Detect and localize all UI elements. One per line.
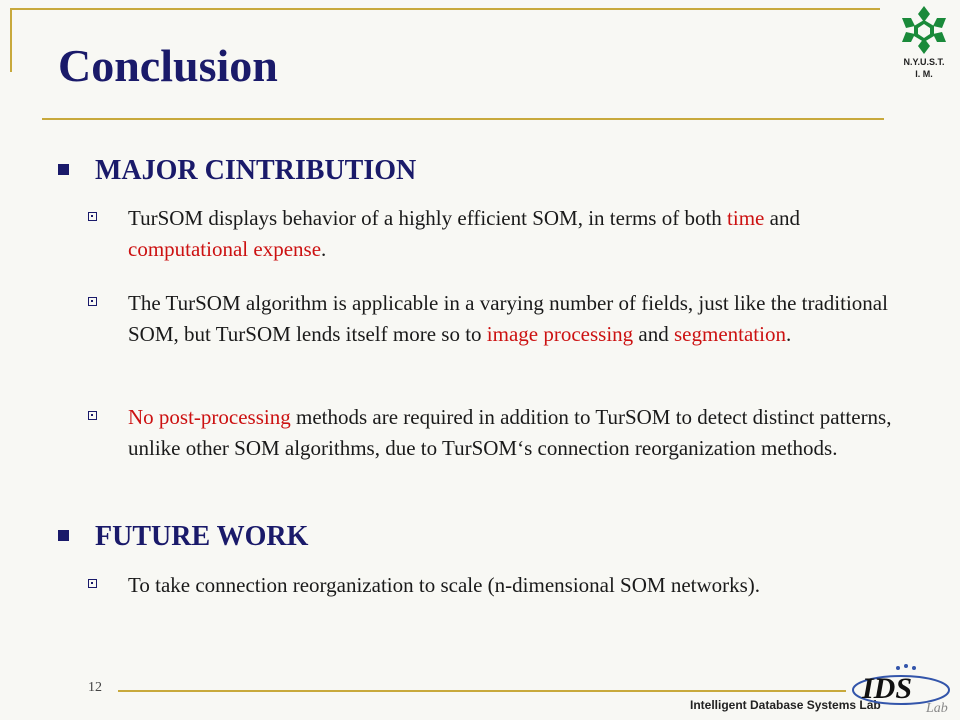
ids-lab-logo-icon	[846, 660, 956, 718]
text-segment: methods are required in addition to TurSOM to detect distinct patterns, unlike other SOM algorithms, due to TurSOM‘s connection reorganization methods.	[128, 405, 892, 460]
bullet-item	[88, 203, 908, 265]
text-segment: The TurSOM algorithm is applicable in a varying number of fields, just like the traditional SOM, but TurSOM lends itself more so to	[128, 291, 888, 346]
bullet-text	[128, 402, 908, 464]
bullet-item	[88, 570, 908, 601]
hollow-square-bullet-icon	[88, 411, 97, 420]
frame-left-rule	[10, 8, 12, 72]
square-bullet-icon	[58, 530, 69, 541]
section-heading-future-work	[58, 520, 308, 554]
bullet-text	[128, 570, 908, 601]
page-number: 12	[88, 680, 102, 695]
highlighted-text: No post-processing	[128, 405, 291, 429]
text-segment: To take connection reorganization to scale (n-dimensional SOM networks).	[128, 573, 761, 597]
section-heading-text: FUTURE WORK	[95, 521, 309, 552]
section-heading-major-contribution	[58, 154, 416, 188]
nyust-logo-icon	[896, 4, 952, 56]
frame-top-rule	[10, 8, 880, 10]
footer-rule	[118, 690, 846, 692]
logo-text-line1: N.Y.U.S.T.	[903, 57, 945, 67]
svg-text:IDS: IDS	[862, 672, 913, 705]
title-underline	[42, 118, 884, 120]
text-segment: .	[321, 237, 327, 261]
lab-name: Intelligent Database Systems Lab	[690, 698, 881, 712]
hollow-square-bullet-icon	[88, 579, 97, 588]
text-segment: and	[764, 206, 800, 230]
highlighted-text: time	[727, 206, 765, 230]
text-segment: TurSOM displays behavior of a highly efficient SOM, in terms of both	[128, 206, 728, 230]
text-segment: .	[785, 322, 792, 346]
text-segment: and	[633, 322, 674, 346]
bullet-item	[88, 288, 908, 350]
highlighted-text: segmentation	[674, 322, 786, 346]
hollow-square-bullet-icon	[88, 297, 97, 306]
svg-text:Lab: Lab	[926, 701, 948, 716]
bullet-item	[88, 402, 908, 464]
square-bullet-icon	[58, 164, 69, 175]
section-heading-text: MAJOR CINTRIBUTION	[95, 155, 417, 186]
highlighted-text: computational expense	[128, 237, 322, 261]
logo-text-line2: I. M.	[915, 69, 933, 79]
hollow-square-bullet-icon	[88, 212, 97, 221]
highlighted-text: image processing	[486, 322, 634, 346]
bullet-text	[128, 203, 908, 265]
nyust-logo	[893, 4, 955, 82]
bullet-text	[128, 288, 908, 350]
slide-title: Conclusion	[58, 40, 278, 91]
